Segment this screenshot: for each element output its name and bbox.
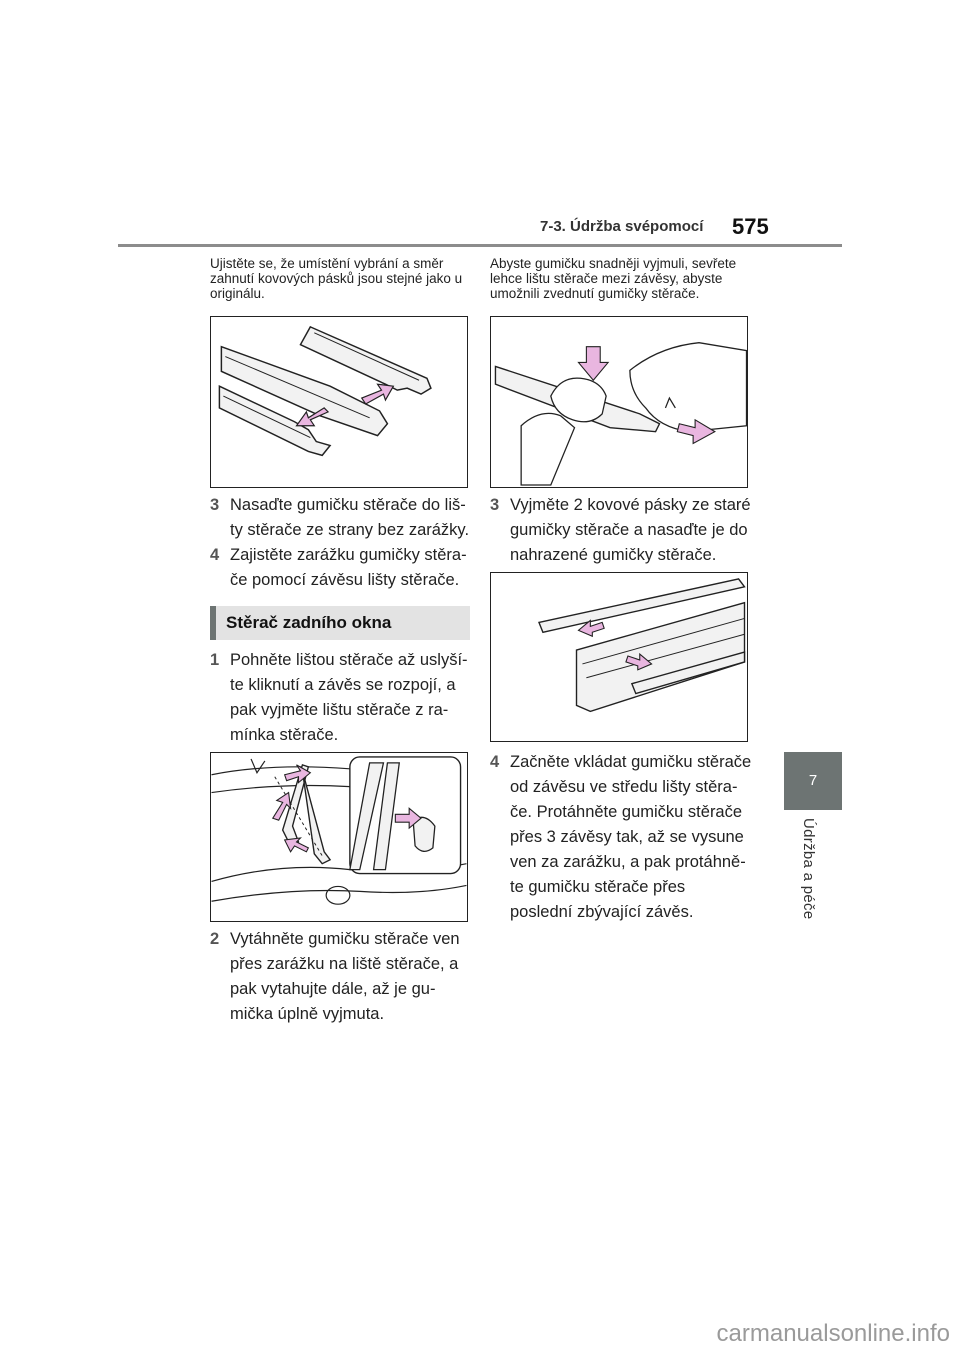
figure-insert-strips xyxy=(490,572,748,742)
step-4-right xyxy=(490,750,752,925)
section-heading: Stěrač zadního okna xyxy=(210,606,470,640)
header-section-title: 7-3. Údržba svépomocí xyxy=(540,218,704,235)
step-text: Zajistěte zarážku gumičky stěrače pomocí závěsu lišty stěrače. xyxy=(230,546,467,589)
step-2 xyxy=(210,927,472,1027)
step-number: 3 xyxy=(210,496,220,514)
step-text: Vyjměte 2 kovové pásky ze staré gumičky stěrače a nasaďte je do nahrazené gumičky stěrače. xyxy=(510,496,751,564)
figure-rear-wiper xyxy=(210,752,468,922)
step-number: 2 xyxy=(210,930,220,948)
step-number: 4 xyxy=(490,753,500,771)
step-number: 4 xyxy=(210,546,220,564)
note-left: Ujistěte se, že umístění vybrání a směr zahnutí kovových pásků jsou stejné jako u originálu. xyxy=(210,256,463,301)
step-4-left xyxy=(210,543,472,593)
figure-metal-strips xyxy=(210,316,468,488)
step-3-left xyxy=(210,493,472,543)
step-3-right xyxy=(490,493,752,568)
arrow-icon xyxy=(285,838,309,852)
figure-squeeze-wiper xyxy=(490,316,748,488)
step-text: Vytáhněte gumičku stěrače ven přes zarážku na liště stěrače, a pak vytahujte dále, až je gumička úplně vyjmuta. xyxy=(230,930,460,1023)
chapter-title: Údržba a péče xyxy=(800,818,817,920)
chapter-tab[interactable]: 7 xyxy=(784,752,842,810)
arrow-icon xyxy=(362,384,394,404)
step-1 xyxy=(210,648,472,748)
step-number: 3 xyxy=(490,496,500,514)
note-right: Abyste gumičku snadněji vyjmuli, sevřete lehce lištu stěrače mezi závěsy, abyste umožnili zvednutí gumičky stěrače. xyxy=(490,256,737,301)
watermark: carmanualsonline.info xyxy=(716,1320,950,1347)
arrow-icon xyxy=(578,347,608,381)
step-text: Začněte vkládat gumičku stěrače od závěsu ve středu lišty stěrače. Protáhněte gumičku stěrače přes 3 závěsy tak, až se vysune ven za zarážku, a pak protáhněte gumičku stěrače přes poslední zbývající závěs. xyxy=(510,753,752,921)
step-number: 1 xyxy=(210,651,220,669)
step-text: Nasaďte gumičku stěrače do lišty stěrače ze strany bez zarážky. xyxy=(230,496,470,539)
step-text: Pohněte lištou stěrače až uslyšíte kliknutí a závěs se rozpojí, a pak vyjměte lištu stěrače z ramínka stěrače. xyxy=(230,651,468,744)
header-divider xyxy=(118,244,842,247)
page-number: 575 xyxy=(732,214,769,239)
